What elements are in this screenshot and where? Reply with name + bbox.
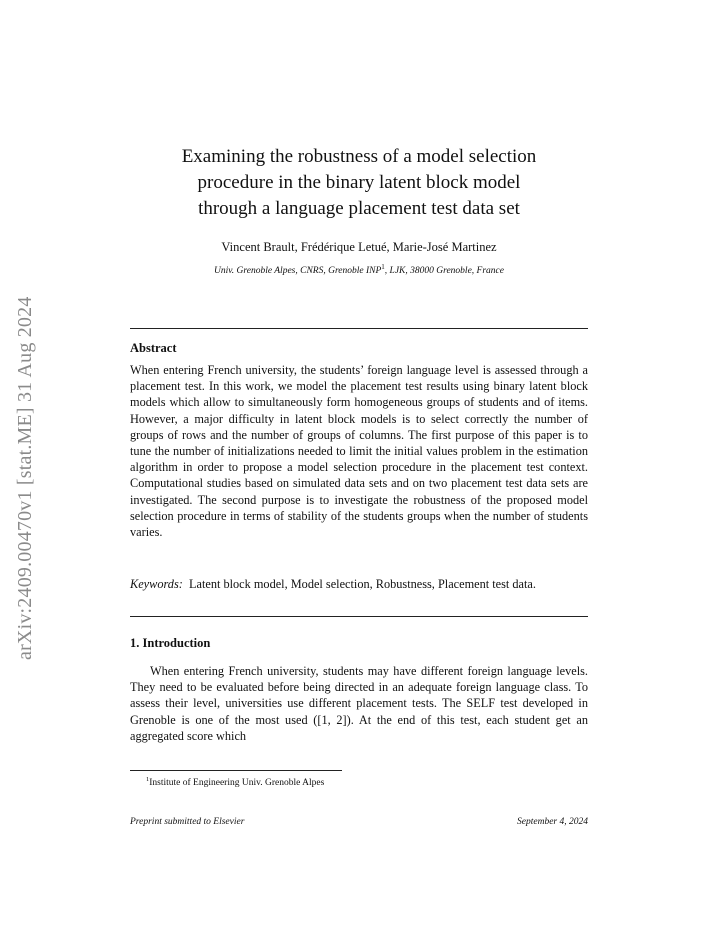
- affiliation-footnote-mark: 1: [381, 263, 385, 271]
- keywords-label: Keywords:: [130, 577, 183, 591]
- footnote: [130, 776, 324, 788]
- footnote-mark: 1: [146, 776, 150, 783]
- affiliation: [130, 263, 588, 276]
- footer-preprint-note: Preprint submitted to Elsevier: [130, 817, 245, 827]
- title-line: through a language placement test data set: [198, 198, 520, 219]
- introduction-paragraph: When entering French university, students may have different foreign language levels. They need to be evaluated before being directed in an adequate foreign language class. To assess their level, universities use different placement tests. The SELF test developed in Grenoble is one of the most used ([1, 2]). At the end of this test, each student get an aggregated score which: [130, 664, 588, 743]
- keywords-text: Latent block model, Model selection, Robustness, Placement test data.: [188, 577, 536, 591]
- affiliation-text: Univ. Grenoble Alpes, CNRS, Grenoble INP: [214, 266, 382, 277]
- arxiv-identifier-stamp: arXiv:2409.00470v1 [stat.ME] 31 Aug 2024: [14, 296, 36, 660]
- abstract-heading: Abstract: [130, 341, 177, 355]
- footer-date: September 4, 2024: [517, 817, 588, 827]
- footnote-text: Institute of Engineering Univ. Grenoble Alpes: [149, 778, 325, 789]
- section-heading: 1. Introduction: [130, 636, 211, 650]
- title-line: Examining the robustness of a model selection: [181, 146, 537, 167]
- abstract-body: When entering French university, the students’ foreign language level is assessed through a placement test. In this work, we model the placement test results using binary latent block models which allow to simultaneously form homogeneous groups of students and of items. However, a major difficulty in latent block models is to select correctly the number of groups of rows and the number of groups of columns. The first purpose of this paper is to tune the number of initializations needed to limit the initial values problem in the estimation algorithm in order to propose a model selection procedure in the placement test context. Computational studies based on simulated data sets and on two placement test data sets are investigated. The second purpose is to investigate the robustness of the proposed model selection procedure in terms of stability of the students groups when the number of students varies.: [130, 363, 588, 540]
- author-list: Vincent Brault, Frédérique Letué, Marie-José Martinez: [221, 240, 497, 254]
- paper-title: [130, 144, 588, 222]
- keywords: [130, 576, 588, 592]
- affiliation-text-rest: , LJK, 38000 Grenoble, France: [384, 266, 504, 277]
- footnote-rule: [130, 770, 342, 771]
- abstract-top-rule: [130, 328, 588, 329]
- abstract-bottom-rule: [130, 616, 588, 617]
- title-line: procedure in the binary latent block model: [197, 172, 521, 193]
